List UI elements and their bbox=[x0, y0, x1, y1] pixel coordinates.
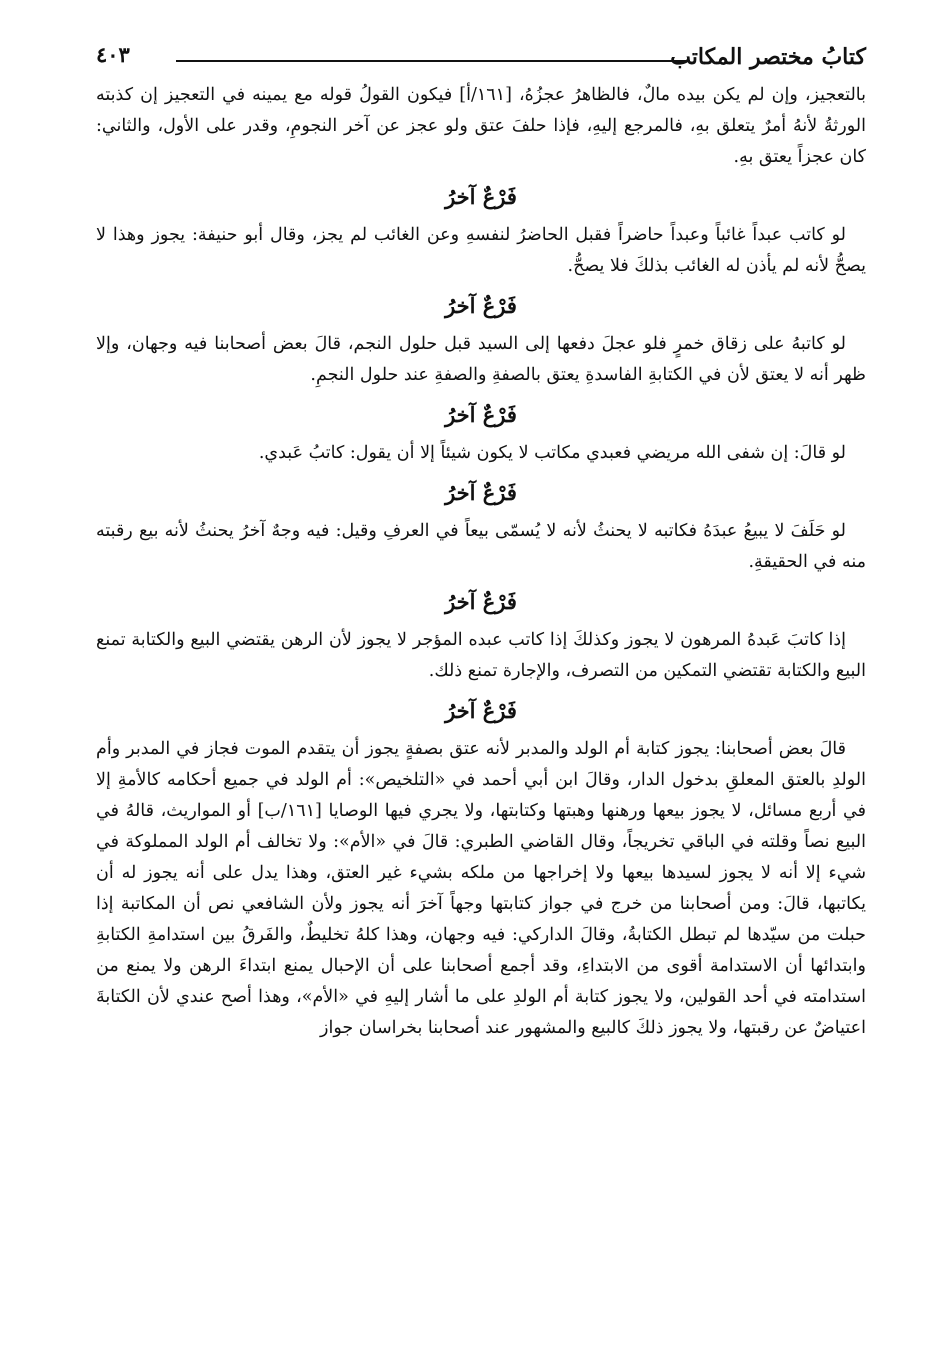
section-heading-2: فَرْعٌ آخرُ bbox=[445, 293, 517, 318]
header-rule bbox=[176, 60, 690, 62]
book-page bbox=[96, 40, 866, 1044]
section-heading-6: فَرْعٌ آخرُ bbox=[445, 698, 517, 723]
book-title: كتابُ مختصر المكاتب bbox=[670, 44, 866, 70]
paragraph-6: إذا كاتبَ عَبدهُ المرهون لا يجوز وكذلكَ إذا كاتب عبده المؤجر لا يجوز لأن الرهن يقتضي البيع والكتابة تمنع البيع والكتابة تقتضي التمكين من التصرف، والإجارة تمنع ذلك. bbox=[96, 630, 866, 681]
paragraph-5: لو حَلَفَ لا يبيعُ عبدَهُ فكاتبه لا يحنثُ لأنه لا يُسمّى بيعاً في العرفِ وقيل: فيه وجهٌ آخرُ يحنثُ لأنه بيع رقبته منه في الحقيقةِ. bbox=[96, 521, 866, 572]
paragraph-2: لو كاتب عبداً غائباً وعبداً حاضراً فقبل الحاضرُ لنفسهِ وعن الغائب لم يجز، وقال أبو حنيفة: يجوز وهذا لا يصحُّ لأنه لم يأذن له الغائب بذلكَ فلا يصحُّ. bbox=[96, 225, 866, 276]
section-heading-3: فَرْعٌ آخرُ bbox=[445, 402, 517, 427]
paragraph-4: لو قالَ: إن شفى الله مريضي فعبدي مكاتب لا يكون شيئاً إلا أن يقول: كاتبُ عَبدي. bbox=[258, 443, 846, 463]
paragraph-3: لو كاتبهُ على زقاق خمرٍ فلو عجلَ دفعها إلى السيد قبل حلول النجم، قالَ بعض أصحابنا فيه وجهان، وإلا ظهر أنه لا يعتق لأن في الكتابةِ الفاسدةِ يعتق بالصفةِ والصفةِ عند حلول النجمِ. bbox=[96, 334, 866, 385]
section-heading-4: فَرْعٌ آخرُ bbox=[445, 480, 517, 505]
text-body bbox=[96, 80, 866, 1044]
paragraph-7: قالَ بعض أصحابنا: يجوز كتابة أم الولد والمدبر لأنه عتق بصفةٍ يجوز أن يتقدم الموت فجاز في المدبر وأم الولدِ بالعتق المعلقِ بدخول الدار، وقالَ ابن أبي أحمد في «التلخيص»: أم الولد في جميع أحكامه كالأمةِ إلا في أربع مسائل، لا يجوز بيعها ورهنها وهبتها وكتابتها، ولا يجري فيها الوصايا [١٦١/ب] أو المواريث، قالهُ في البيع نصاً وقلته في الباقي تخريجاً، وقال القاضي الطبري: قالَ في «الأم»: ولا تخالف أم الولد المملوكة في شيء إلا أنه لا يجوز لسيدها بيعها ولا إخراجها من ملكه بشيء غير العتق، وهذا يدل على أنه يجوز له أن يكاتبها، قالَ: ومن أصحابنا من خرج في جواز كتابتها وجهاً آخرَ أنه يجوز ولأن الشافعي نص أن المكاتبة إذا حبلت من سيّدها لم تبطل الكتابةُ، وقالَ الداركي: فيه وجهان، وهذا كلهُ تخليطٌ، والفَرقُ بين استدامةِ الكتابةِ وابتدائها أن الاستدامة أقوى من الابتداءِ، وقد أجمع أصحابنا على أن الإحبال يمنع ابتداءَ الرهن ولا يمنع من استدامته في أحد القولين، ولا يجوز كتابة أم الولدِ على ما أشار إليهِ في «الأم»، وهذا أصح عندي لأن الكتابةَ اعتياضٌ عن رقبتها، ولا يجوز ذلكَ كالبيع والمشهور عند أصحابنا بخراسان جواز bbox=[96, 739, 866, 1038]
running-header bbox=[96, 40, 866, 80]
page-number: ٤٠٣ bbox=[96, 42, 130, 67]
section-heading-5: فَرْعٌ آخرُ bbox=[445, 589, 517, 614]
paragraph-1: بالتعجيز، وإن لم يكن بيده مالٌ، فالظاهرُ عجزُهُ، [١٦١/أ] فيكون القولُ قوله مع يمينه في التعجيز إن كذبته الورثةُ لأنهُ أمرٌ يتعلق بهِ، فالمرجع إليهِ، فإذا حلفَ عتق ولو عجز عن آخر النجومِ، وقدر على الأول، والثاني: كان عجزاً يعتق بهِ. bbox=[96, 85, 866, 167]
section-heading-1: فَرْعٌ آخرُ bbox=[445, 184, 517, 209]
